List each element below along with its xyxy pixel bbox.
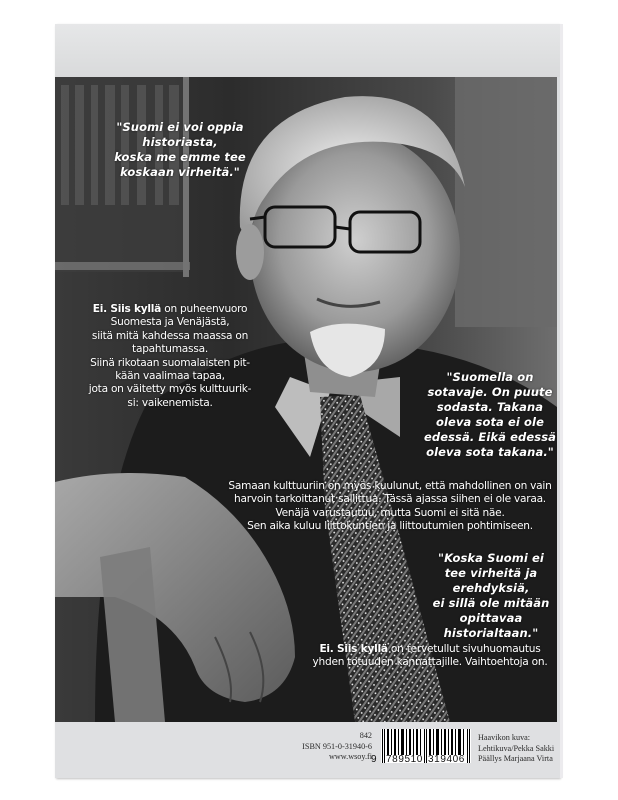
quote-line: koska me emme tee bbox=[114, 150, 246, 164]
class-number: 842 bbox=[359, 731, 372, 740]
blurb-paragraph-3: Ei. Siis kyllä on tervetullut sivuhuomautus yhden totuuden kannattajille. Vaihtoehtoja on. bbox=[312, 643, 548, 669]
isbn: ISBN 951-0-31940-6 bbox=[302, 741, 372, 751]
barcode-lead-digit: 9 bbox=[371, 754, 378, 765]
blurb-title-bold: Ei. Siis kyllä bbox=[319, 643, 388, 655]
blurb-paragraph-2: Samaan kulttuuriin on myös kuulunut, että mahdollinen on vain harvoin tarkoittanut sallittua. Tässä ajassa siihen ei ole varaa. Venäjä varustautuu, mutta Suomi ei sitä näe. Sen aika kuluu liittokuntien ja liittoutumien pohtimiseen. bbox=[228, 480, 552, 533]
quote-line: historiasta, bbox=[142, 135, 218, 149]
quote-line: "Suomi ei voi oppia bbox=[116, 120, 244, 134]
pull-quote-2: "Suomella on sotavaje. On puute sodasta. Takana oleva sota ei ole edessä. Eikä edessä oleva sota takana." bbox=[423, 370, 557, 459]
blurb-paragraph-1: Ei. Siis kyllä on puheenvuoro Suomesta ja Venäjästä, siitä mitä kahdessa maassa on tapahtumassa. Siinä rikotaan suomalaisten pit- kään vaalimaa tapaa, jota on väitetty myös kulttuurik- si: vaikenemista. bbox=[88, 303, 252, 409]
cover-edge bbox=[560, 24, 563, 778]
publisher-website: www.wsoy.fi bbox=[328, 752, 372, 761]
pull-quote-3: "Koska Suomi ei tee virheitä ja erehdyksiä, ei sillä ole mitään opittavaa historialtaan." bbox=[432, 551, 550, 640]
quote-line: koskaan virheitä." bbox=[120, 165, 240, 179]
barcode-digits-right: 319406 bbox=[428, 754, 465, 765]
barcode-digits-left: 789510 bbox=[386, 754, 423, 765]
cover-top-band bbox=[55, 24, 560, 77]
blurb-title-bold: Ei. Siis kyllä bbox=[92, 303, 162, 315]
photo-credits: Haavikon kuva: Lehtikuva/Pekka Sakki Päällys Marjaana Virta bbox=[478, 733, 555, 763]
pull-quote-1 bbox=[80, 120, 280, 180]
imprint-block bbox=[260, 731, 372, 763]
